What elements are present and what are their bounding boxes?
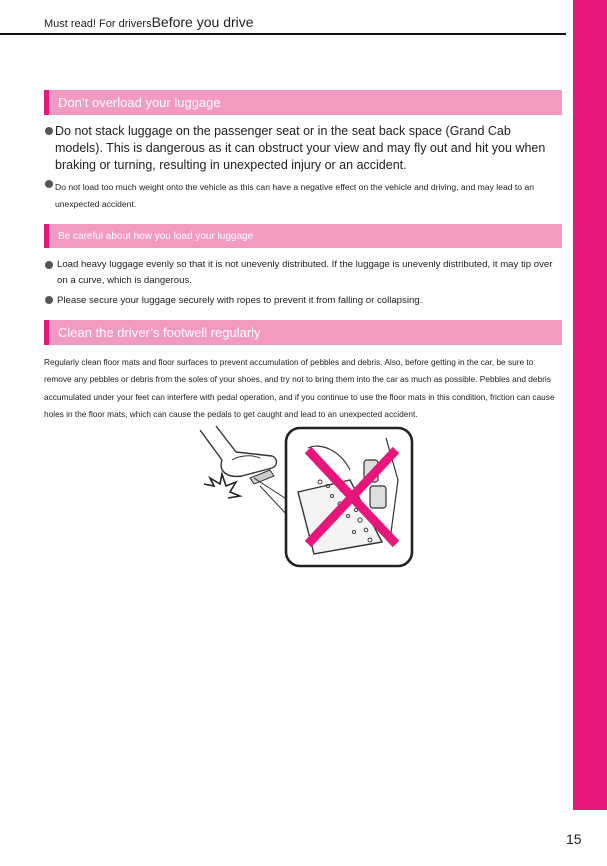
bullet-item	[44, 293, 559, 309]
bullet-text: Do not load too much weight onto the vehicle as this can have a negative effect on the vehicle and driving, and may lead to an unexpected accident.	[55, 182, 535, 209]
bullet-item	[44, 257, 559, 289]
footwell-paragraph: Regularly clean floor mats and floor surfaces to prevent accumulation of pebbles and debris. Also, before getting in the car, be sure to remove any pebbles or debris from the soles of your shoes, and try not to bring them into the car as much as possible. Pebbles and debris accumulated under your feet can interfere with pedal operation, and if you continue to use the floor mats in this condition, friction can cause holes in the floor mats, which can cause the pedals to get caught and lead to an unexpected accident.	[44, 357, 555, 420]
bullet-icon	[45, 296, 53, 304]
bullet-icon	[45, 127, 53, 135]
bullet-text: Please secure your luggage securely with ropes to prevent it from falling or collapsing.	[57, 295, 423, 306]
bullet-item	[44, 123, 559, 174]
page-number: 15	[566, 831, 582, 847]
bullet-icon	[45, 261, 53, 269]
section-heading-footwell	[44, 320, 562, 345]
section-heading-text: Clean the driver’s footwell regularly	[58, 325, 261, 340]
side-tab	[573, 0, 607, 810]
bullet-icon	[45, 180, 53, 188]
section-heading-text: Don’t overload your luggage	[58, 95, 221, 110]
section-heading-luggage-loading	[44, 224, 562, 248]
header-rule	[0, 33, 566, 35]
bullet-item	[44, 179, 559, 213]
footwell-debris-illustration	[190, 420, 420, 570]
header-category: Must read! For drivers	[44, 18, 152, 30]
header-title: Before you drive	[151, 14, 254, 30]
bullet-text: Load heavy luggage evenly so that it is not unevenly distributed. If the luggage is unevenly distributed, it may tip over on a curve, which is dangerous.	[57, 259, 553, 286]
bullet-text: Do not stack luggage on the passenger seat or in the seat back space (Grand Cab models). This is dangerous as it can obstruct your view and may fly out and hit you when braking or turning, resulting in unexpected injury or an accident.	[55, 124, 546, 172]
page-header	[44, 14, 254, 30]
section-heading-luggage-overload	[44, 90, 562, 115]
section-heading-text: Be careful about how you load your luggage	[58, 230, 254, 242]
